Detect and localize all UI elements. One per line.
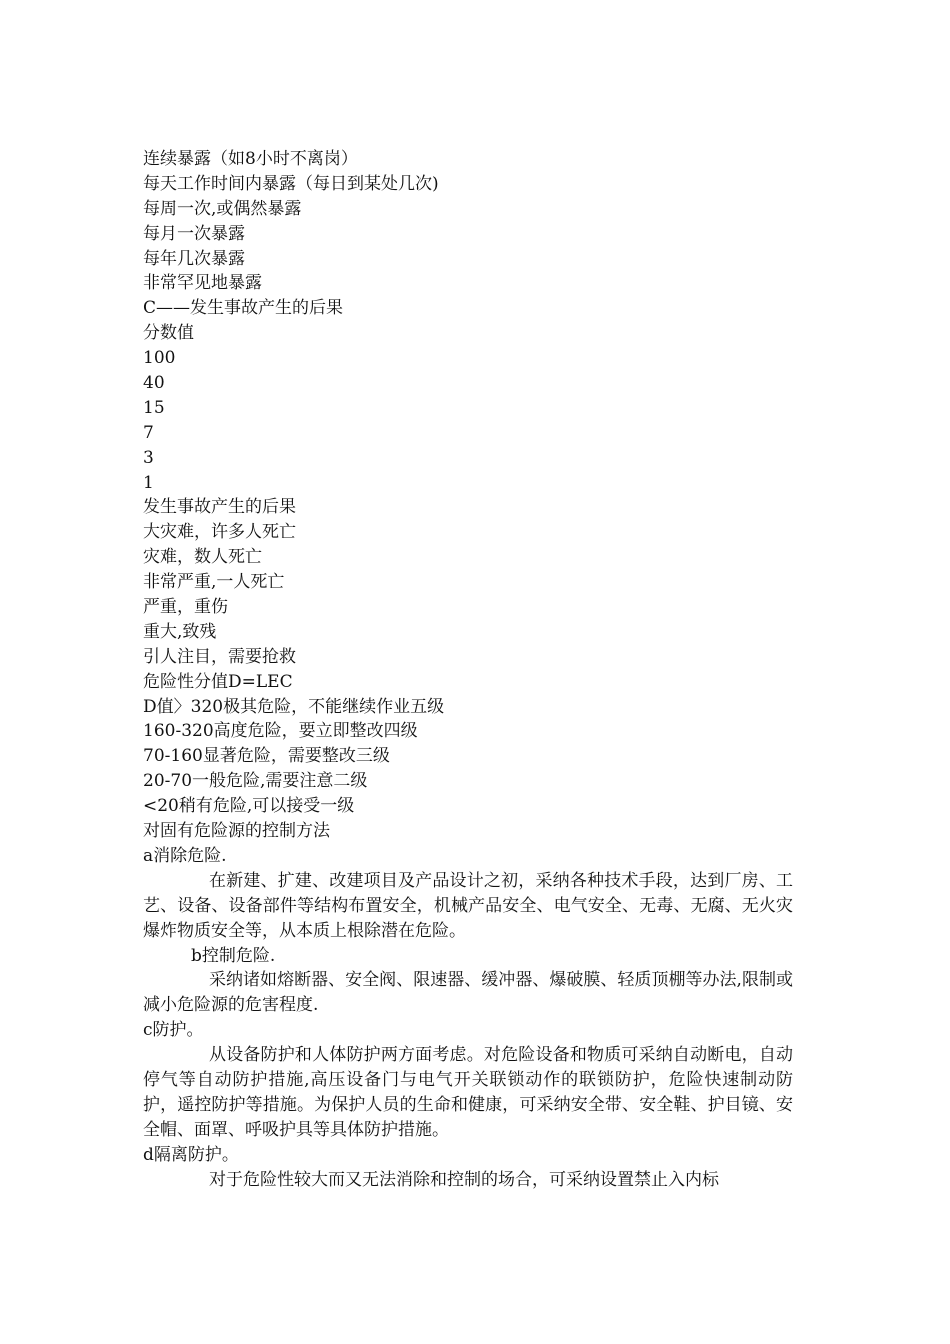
text-line: 发生事故产生的后果 bbox=[143, 497, 296, 518]
paragraph-isolation: 对于危险性较大而又无法消除和控制的场合，可采纳设置禁止入内标 bbox=[209, 1169, 719, 1190]
text-line: 大灾难，许多人死亡 bbox=[143, 522, 296, 543]
text-line: 每年几次暴露 bbox=[143, 248, 245, 269]
text-line: 70-160显著危险，需要整改三级 bbox=[143, 746, 390, 767]
text-line: 分数值 bbox=[143, 323, 194, 344]
text-line: 引人注目，需要抢救 bbox=[143, 646, 296, 667]
text-line: 非常罕见地暴露 bbox=[143, 273, 262, 294]
paragraph-protection: 从设备防护和人体防护两方面考虑。对危险设备和物质可采纳自动断电，自动停气等自动防护措施,高压设备门与电气开关联锁动作的联锁防护，危险快速制动防护，遥控防护等措施。为保护人员的生命和健康，可采纳安全带、安全鞋、护目镜、安全帽、面罩、呼吸护具等具体防护措施。 bbox=[143, 1045, 793, 1140]
paragraph-control-hazard: 采纳诸如熔断器、安全阀、限速器、缓冲器、爆破膜、轻质顶棚等办法,限制或减小危险源的危害程度. bbox=[143, 970, 793, 1016]
text-line: 重大,致残 bbox=[143, 621, 217, 642]
text-line: 每周一次,或偶然暴露 bbox=[143, 198, 302, 219]
document-body bbox=[143, 147, 793, 1193]
text-line: 160-320高度危险，要立即整改四级 bbox=[143, 721, 418, 742]
text-line: 3 bbox=[143, 447, 154, 468]
heading-control-hazard: b控制危险. bbox=[191, 945, 276, 966]
heading-protection: c防护。 bbox=[143, 1020, 204, 1041]
text-line: 7 bbox=[143, 422, 154, 443]
text-line: 100 bbox=[143, 348, 176, 369]
text-line: 对固有危险源的控制方法 bbox=[143, 821, 330, 842]
text-line: 15 bbox=[143, 397, 165, 418]
text-line: 非常严重,一人死亡 bbox=[143, 572, 285, 593]
text-line: a消除危险. bbox=[143, 845, 227, 866]
text-line: C——发生事故产生的后果 bbox=[143, 298, 344, 319]
text-line: 20-70一般危险,需要注意二级 bbox=[143, 771, 368, 792]
text-line: 40 bbox=[143, 373, 165, 394]
text-line: <20稍有危险,可以接受一级 bbox=[143, 796, 355, 817]
text-line: 危险性分值D=LEC bbox=[143, 671, 293, 692]
text-line: 灾难，数人死亡 bbox=[143, 547, 262, 568]
text-line: 每月一次暴露 bbox=[143, 223, 245, 244]
text-line: 连续暴露（如8小时不离岗） bbox=[143, 149, 358, 169]
paragraph-eliminate-hazard: 在新建、扩建、改建项目及产品设计之初，采纳各种技术手段，达到厂房、工艺、设备、设备部件等结构布置安全，机械产品安全、电气安全、无毒、无腐、无火灾爆炸物质安全等，从本质上根除潜在危险。 bbox=[143, 870, 793, 941]
text-line: 每天工作时间内暴露（每日到某处几次) bbox=[143, 173, 439, 194]
text-line: 严重，重伤 bbox=[143, 597, 228, 618]
text-line: 1 bbox=[143, 472, 154, 493]
text-lines bbox=[143, 147, 793, 869]
text-line: D值〉320极其危险，不能继续作业五级 bbox=[143, 696, 445, 717]
heading-isolation: d隔离防护。 bbox=[143, 1144, 239, 1165]
